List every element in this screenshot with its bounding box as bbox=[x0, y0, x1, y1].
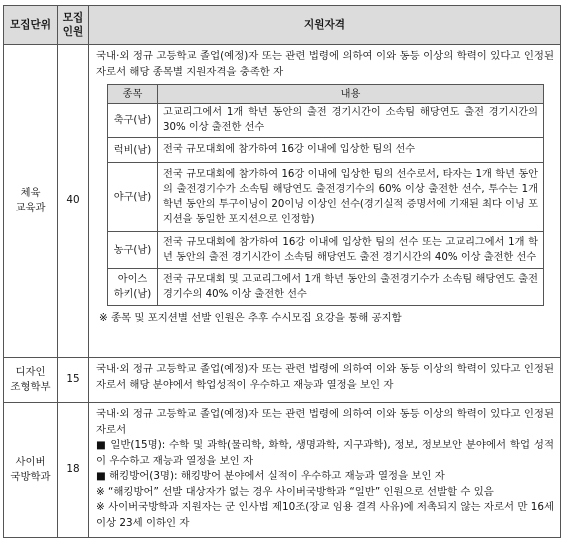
qualification-intro: 국내·외 정규 고등학교 졸업(예정)자 또는 관련 법령에 의하여 이와 동등 이상의 학력이 있다고 인정된 자로서 bbox=[96, 408, 554, 436]
sport-content: 전국 규모대회에 참가하여 16강 이내에 입상한 팀의 선수로서, 타자는 1개 학년 동안의 출전경기수가 소속팀 해당연도 출전경기수의 60% 이상 출전한 선수, 투수는 1개 학년 동안의 투구이닝이 20이닝 이상인 선수(경기실적 증명서에 기재된 최다 이닝 포지션을 동일한 포지션으로 인정함) bbox=[158, 163, 544, 232]
sport-note: ※ 종목 및 포지션별 선발 인원은 추후 수시모집 요강을 통해 공지함 bbox=[99, 312, 402, 324]
qualification-cell bbox=[89, 358, 561, 403]
sport-name: 야구(남) bbox=[108, 163, 158, 232]
sport-name: 축구(남) bbox=[108, 104, 158, 138]
sport-row bbox=[108, 104, 544, 138]
header-row bbox=[4, 6, 561, 45]
sport-row bbox=[108, 138, 544, 163]
content-header: 내용 bbox=[158, 85, 544, 104]
sport-name: 농구(남) bbox=[108, 232, 158, 269]
sport-content: 전국 규모대회 및 고교리그에서 1개 학년 동안의 출전경기수가 소속팀 해당연도 출전경기수의 40% 이상 출전한 선수 bbox=[158, 269, 544, 306]
header-count: 모집 인원 bbox=[58, 6, 89, 45]
note-hacking: ※ “해킹방어” 선발 대상자가 없는 경우 사이버국방학과 “일반” 인원으로 선발할 수 있음 bbox=[96, 485, 494, 498]
count-cell: 18 bbox=[58, 403, 89, 538]
unit-cell: 체육 교육과 bbox=[4, 45, 58, 358]
qualification-text: 국내·외 정규 고등학교 졸업(예정)자 또는 관련 법령에 의하여 이와 동등 이상의 학력이 있다고 인정된 자로서 해당 분야에서 학업성적이 우수하고 재능과 열정을 보인 자 bbox=[96, 363, 554, 391]
count-cell: 40 bbox=[58, 45, 89, 358]
unit-cell: 디자인 조형학부 bbox=[4, 358, 58, 403]
qualification-table bbox=[3, 5, 561, 538]
header-unit: 모집단위 bbox=[4, 6, 58, 45]
sport-name: 럭비(남) bbox=[108, 138, 158, 163]
sport-row bbox=[108, 232, 544, 269]
qualification-intro: 국내·외 정규 고등학교 졸업(예정)자 또는 관련 법령에 의하여 이와 동등 이상의 학력이 있다고 인정된 자로서 해당 종목별 지원자격을 충족한 자 bbox=[96, 50, 554, 78]
sport-header: 종목 bbox=[108, 85, 158, 104]
bullet-general: ■ 일반(15명): 수학 및 과학(물리학, 화학, 생명과학, 지구과학), 정보, 정보보안 분야에서 학업 성적이 우수하고 재능과 열정을 보인 자 bbox=[96, 439, 554, 467]
sport-content: 고교리그에서 1개 학년 동안의 출전 경기시간이 소속팀 해당연도 출전 경기시간의 30% 이상 출전한 선수 bbox=[158, 104, 544, 138]
sport-row bbox=[108, 163, 544, 232]
unit-cell: 사이버 국방학과 bbox=[4, 403, 58, 538]
qualification-cell bbox=[89, 45, 561, 358]
table-row bbox=[4, 403, 561, 538]
qualification-cell bbox=[89, 403, 561, 538]
sport-name: 아이스 하키(남) bbox=[108, 269, 158, 306]
count-cell: 15 bbox=[58, 358, 89, 403]
table-row bbox=[4, 45, 561, 358]
sport-row bbox=[108, 269, 544, 306]
bullet-hacking: ■ 해킹방어(3명): 해킹방어 분야에서 실적이 우수하고 재능과 열정을 보인 자 bbox=[96, 470, 445, 482]
table-row bbox=[4, 358, 561, 403]
note-military: ※ 사이버국방학과 지원자는 군 인사법 제10조(장교 임용 결격 사유)에 저촉되지 않는 자로서 만 16세 이상 23세 이하인 자 bbox=[96, 501, 554, 529]
sport-header-row bbox=[108, 85, 544, 104]
sport-content: 전국 규모대회에 참가하여 16강 이내에 입상한 팀의 선수 또는 고교리그에서 1개 학년 동안의 출전 경기시간이 소속팀 해당연도 출전 경기시간의 40% 이상 출전한 선수 bbox=[158, 232, 544, 269]
header-qualification: 지원자격 bbox=[89, 6, 561, 45]
sport-table bbox=[107, 84, 544, 306]
sport-content: 전국 규모대회에 참가하여 16강 이내에 입상한 팀의 선수 bbox=[158, 138, 544, 163]
